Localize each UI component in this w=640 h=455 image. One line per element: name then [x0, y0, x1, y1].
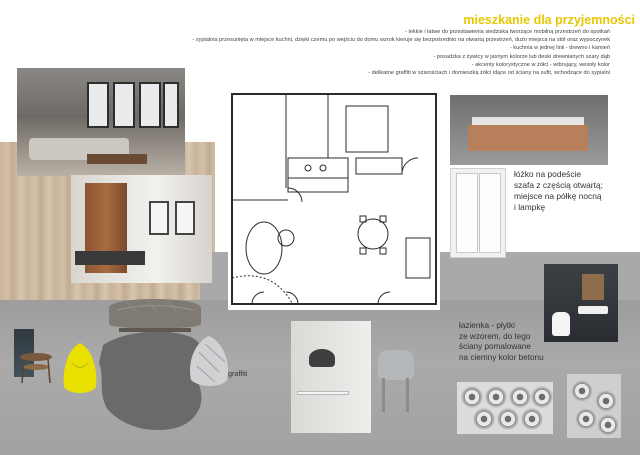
bathroom-caption: [459, 321, 551, 363]
board-title: mieszkanie dla przyjemności: [463, 13, 635, 27]
bullet-item: - kuchnia w jednej linii - drewno i kamień: [509, 45, 610, 52]
bullet-item: - posadzka z żywicy w jasnym kolorze lub deski drewnianych szary dąb: [433, 53, 610, 60]
silver-beanbag-image: [185, 332, 233, 390]
bullet-item: - lekkie i łatwe do przestawienia siedziska tworzące mobilną przestrzeń do spotkań: [405, 29, 610, 35]
apartment-floor-plan: [228, 88, 440, 310]
caption-line: na ciemny kolor betonu: [459, 352, 544, 362]
bullet-item: - akcenty kolorystyczne w żółci - wibrujący, wesoły kolor: [471, 61, 610, 68]
caption-line: łazienka - płytki: [459, 321, 515, 330]
caption-line: ściany pomalowane: [459, 342, 531, 352]
graffiti-label: graffiti: [228, 369, 248, 378]
caption-line: ze wzorem, do tego: [459, 331, 531, 341]
bullet-item: - sypialnia przesunięta w miejsce kuchni, dzięki czemu po wejściu do domu wzrok kieruje się bezpośrednio na otwartą przestrzeń, dużo miejsca na stół oraz wypoczynek: [192, 37, 610, 44]
platform-bed-photo: [450, 95, 608, 165]
side-table-image: [18, 345, 55, 385]
wardrobe-photo: [450, 168, 506, 258]
grey-chair-image: [372, 336, 420, 416]
patterned-tiles-photo: [457, 382, 553, 434]
hexagon-tiles-photo: [567, 374, 621, 438]
bullet-item: - delikatne graffiti w szarościach i domieszką żółci idące od ściany na sufit, wchodzące do sypialni: [368, 70, 610, 77]
bedroom-caption: [514, 169, 638, 213]
dark-bathroom-photo: [544, 264, 618, 342]
quilted-sofa-image: [103, 290, 207, 336]
caption-line: łóżko na podeście: [514, 169, 582, 179]
caption-line: miejsce na półkę nocną: [514, 191, 602, 201]
wood-kitchen-photo: [71, 175, 212, 283]
caption-line: szafa z częścią otwartą;: [514, 180, 603, 190]
loft-living-room-photo: [17, 68, 185, 176]
dining-area-photo: [291, 321, 371, 433]
yellow-beanbag-image: [60, 339, 100, 397]
caption-line: i lampkę: [514, 202, 546, 212]
